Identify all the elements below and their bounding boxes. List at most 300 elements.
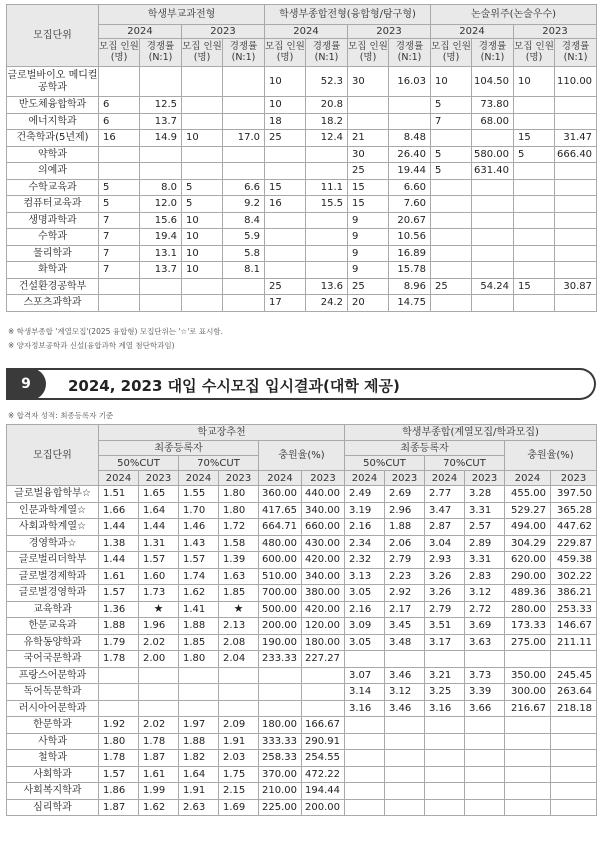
row-unit-name: 생명과학과 — [7, 212, 99, 229]
table-cell: 14.75 — [389, 295, 431, 312]
table-cell: 25 — [348, 163, 389, 180]
table-cell: 253.33 — [551, 601, 597, 618]
table-cell: 3.69 — [465, 618, 505, 635]
table-cell: 5 — [431, 97, 472, 114]
table-cell: 1.57 — [99, 585, 139, 602]
table-cell: 16 — [99, 130, 140, 147]
table-cell: 20.8 — [306, 97, 348, 114]
header-group: 학생부종합(계열모집/학과모집) — [345, 425, 597, 441]
table-cell — [385, 799, 425, 816]
table-cell — [472, 229, 514, 246]
header-year: 2024 — [345, 471, 385, 486]
table-cell — [555, 229, 597, 246]
table-cell — [259, 700, 302, 717]
header-year: 2024 — [505, 471, 551, 486]
table-cell — [345, 750, 385, 767]
table-cell: 258.33 — [259, 750, 302, 767]
star-icon: ★ — [219, 601, 259, 618]
table-cell — [306, 262, 348, 279]
table-cell: 211.11 — [551, 634, 597, 651]
table-cell — [431, 295, 472, 312]
table-cell: 1.99 — [139, 783, 179, 800]
row-unit-name: 심리학과 — [7, 799, 99, 816]
table-cell — [385, 733, 425, 750]
table-cell: 1.61 — [139, 766, 179, 783]
table-cell — [505, 750, 551, 767]
table-cell — [265, 229, 306, 246]
table-cell: 2.93 — [425, 552, 465, 569]
table-row — [7, 519, 597, 536]
table-cell: 3.05 — [345, 585, 385, 602]
table-cell: 7 — [99, 212, 140, 229]
row-unit-name: 에너지학과 — [7, 113, 99, 130]
table-row — [7, 783, 597, 800]
header-group: 학생부교과전형 — [99, 5, 265, 25]
header-competition: 경쟁률 (N:1) — [472, 39, 514, 67]
table-cell: 263.64 — [551, 684, 597, 701]
table-row — [7, 766, 597, 783]
header-unit: 모집단위 — [7, 5, 99, 67]
table-cell: 1.36 — [99, 601, 139, 618]
table-cell — [385, 750, 425, 767]
table-cell: 2.77 — [425, 486, 465, 503]
table-cell: 1.75 — [219, 766, 259, 783]
table-cell — [431, 196, 472, 213]
table-cell: 216.67 — [505, 700, 551, 717]
table-cell: 3.26 — [425, 585, 465, 602]
table-cell: 1.60 — [139, 568, 179, 585]
table-cell — [425, 783, 465, 800]
table-cell: 3.51 — [425, 618, 465, 635]
table-cell — [425, 717, 465, 734]
table-cell: 1.51 — [99, 486, 139, 503]
row-unit-name: 글로벌경영학과 — [7, 585, 99, 602]
table-row — [7, 535, 597, 552]
table-cell: 1.87 — [99, 799, 139, 816]
table-cell — [472, 179, 514, 196]
table-cell: 1.80 — [219, 486, 259, 503]
table-cell: 6 — [99, 113, 140, 130]
table-cell — [223, 67, 265, 97]
table-row — [7, 750, 597, 767]
table-cell: 1.62 — [139, 799, 179, 816]
table-cell — [425, 750, 465, 767]
table-note: ※ 합격자 성적: 최종등록자 기준 — [8, 411, 114, 420]
table-cell: 120.00 — [302, 618, 345, 635]
table-cell — [431, 262, 472, 279]
table-cell: 290.91 — [302, 733, 345, 750]
header-cut70: 70%CUT — [179, 456, 259, 471]
table-cell: 2.63 — [179, 799, 219, 816]
table-cell: 1.91 — [219, 733, 259, 750]
table-cell — [505, 799, 551, 816]
row-unit-name: 약학과 — [7, 146, 99, 163]
table-cell: 1.62 — [179, 585, 219, 602]
susi-results-table — [6, 424, 597, 816]
table-cell: 3.45 — [385, 618, 425, 635]
header-competition: 경쟁률 (N:1) — [223, 39, 265, 67]
table-cell: 2.34 — [345, 535, 385, 552]
table-cell: 3.05 — [345, 634, 385, 651]
table-cell — [514, 196, 555, 213]
table-cell: 2.03 — [219, 750, 259, 767]
row-unit-name: 글로벌경제학과 — [7, 568, 99, 585]
table-cell: 5 — [514, 146, 555, 163]
table-cell: 5 — [99, 179, 140, 196]
table-cell: 7 — [431, 113, 472, 130]
table-cell: 580.00 — [472, 146, 514, 163]
table-cell: 420.00 — [302, 552, 345, 569]
table-cell — [179, 700, 219, 717]
header-recruit: 모집 인원(명) — [182, 39, 223, 67]
table-cell — [465, 783, 505, 800]
table-cell: 1.78 — [139, 733, 179, 750]
table-cell: 529.27 — [505, 502, 551, 519]
table-row — [7, 717, 597, 734]
table-cell: 3.31 — [465, 502, 505, 519]
table-cell: 15 — [348, 196, 389, 213]
table-cell — [514, 113, 555, 130]
table-cell — [505, 717, 551, 734]
table-cell: 459.38 — [551, 552, 597, 569]
table-cell: 1.80 — [219, 502, 259, 519]
header-year: 2024 — [99, 25, 182, 39]
table-cell: 2.15 — [219, 783, 259, 800]
table-cell: 1.55 — [179, 486, 219, 503]
table-cell: 52.3 — [306, 67, 348, 97]
table-cell — [139, 684, 179, 701]
table-cell — [472, 130, 514, 147]
table-cell: 2.79 — [425, 601, 465, 618]
table-cell: 3.39 — [465, 684, 505, 701]
table-cell: 10.56 — [389, 229, 431, 246]
table-cell: 660.00 — [302, 519, 345, 536]
table-cell: 3.46 — [385, 700, 425, 717]
table-cell: 3.25 — [425, 684, 465, 701]
table-cell: 10 — [265, 67, 306, 97]
table-cell — [555, 295, 597, 312]
table-cell: 489.36 — [505, 585, 551, 602]
table-cell: 7.60 — [389, 196, 431, 213]
table-cell: 25 — [265, 278, 306, 295]
table-cell: 3.16 — [425, 700, 465, 717]
header-year: 2024 — [179, 471, 219, 486]
table-cell: 1.66 — [99, 502, 139, 519]
table-row — [7, 97, 597, 114]
table-cell: 5.9 — [223, 229, 265, 246]
table-cell: 380.00 — [302, 585, 345, 602]
table-cell — [505, 766, 551, 783]
table-cell: 227.27 — [302, 651, 345, 668]
table-cell: 1.88 — [385, 519, 425, 536]
row-unit-name: 사회복지학과 — [7, 783, 99, 800]
table-row — [7, 229, 597, 246]
table-cell: 2.02 — [139, 717, 179, 734]
table-cell — [99, 163, 140, 180]
table-cell: 9 — [348, 229, 389, 246]
table-cell: 11.1 — [306, 179, 348, 196]
table-cell — [223, 163, 265, 180]
table-note: ※ 양자정보공학과 신설(융합과학 계열 첨단학과임) — [8, 341, 175, 350]
table-cell: 1.78 — [99, 651, 139, 668]
header-year: 2023 — [514, 25, 597, 39]
table-cell: 340.00 — [302, 568, 345, 585]
table-cell: 20 — [348, 295, 389, 312]
table-cell: 30 — [348, 67, 389, 97]
table-cell — [555, 262, 597, 279]
table-cell — [265, 245, 306, 262]
table-cell: 30 — [348, 146, 389, 163]
table-row — [7, 146, 597, 163]
row-unit-name: 글로벌바이오 메디컬공학과 — [7, 67, 99, 97]
table-cell: 190.00 — [259, 634, 302, 651]
table-cell: 2.00 — [139, 651, 179, 668]
header-year: 2024 — [431, 25, 514, 39]
row-unit-name: 유학동양학과 — [7, 634, 99, 651]
table-cell — [99, 146, 140, 163]
table-row — [7, 196, 597, 213]
header-year: 2023 — [551, 471, 597, 486]
table-cell: 472.22 — [302, 766, 345, 783]
table-cell: 245.45 — [551, 667, 597, 684]
table-cell: 6 — [99, 97, 140, 114]
row-unit-name: 컴퓨터교육과 — [7, 196, 99, 213]
table-cell — [505, 783, 551, 800]
table-cell: 2.16 — [345, 519, 385, 536]
table-cell: 3.19 — [345, 502, 385, 519]
table-cell — [465, 651, 505, 668]
table-cell — [99, 667, 139, 684]
table-row — [7, 700, 597, 717]
table-cell: 1.88 — [179, 733, 219, 750]
table-row — [7, 212, 597, 229]
table-cell: 417.65 — [259, 502, 302, 519]
table-cell: 218.18 — [551, 700, 597, 717]
table-cell — [302, 684, 345, 701]
table-cell: 365.28 — [551, 502, 597, 519]
table-row — [7, 295, 597, 312]
table-cell — [345, 783, 385, 800]
table-cell — [182, 146, 223, 163]
table-cell: 1.72 — [219, 519, 259, 536]
table-cell: 54.24 — [472, 278, 514, 295]
table-cell: 16 — [265, 196, 306, 213]
row-unit-name: 수학과 — [7, 229, 99, 246]
table-cell: 500.00 — [259, 601, 302, 618]
table-cell — [306, 163, 348, 180]
table-row — [7, 179, 597, 196]
table-cell: 8.0 — [140, 179, 182, 196]
header-year: 2023 — [182, 25, 265, 39]
table-cell: 10 — [514, 67, 555, 97]
table-cell: 1.58 — [219, 535, 259, 552]
table-cell: 5 — [431, 163, 472, 180]
table-cell: 280.00 — [505, 601, 551, 618]
table-cell: 25 — [265, 130, 306, 147]
table-cell: 18.2 — [306, 113, 348, 130]
table-cell: 420.00 — [302, 601, 345, 618]
table-cell: 10 — [182, 212, 223, 229]
table-cell — [555, 245, 597, 262]
table-cell: 340.00 — [302, 502, 345, 519]
table-cell — [182, 113, 223, 130]
row-unit-name: 철학과 — [7, 750, 99, 767]
table-cell: 510.00 — [259, 568, 302, 585]
table-cell: 1.57 — [139, 552, 179, 569]
table-cell: 300.00 — [505, 684, 551, 701]
table-row — [7, 799, 597, 816]
table-cell: 225.00 — [259, 799, 302, 816]
table-cell: 10 — [431, 67, 472, 97]
row-unit-name: 건설환경공학부 — [7, 278, 99, 295]
table-row — [7, 486, 597, 503]
table-cell: 73.80 — [472, 97, 514, 114]
table-cell: 370.00 — [259, 766, 302, 783]
table-cell: 5 — [431, 146, 472, 163]
table-cell — [140, 146, 182, 163]
table-cell: 5 — [99, 196, 140, 213]
table-cell: 350.00 — [505, 667, 551, 684]
table-cell — [140, 67, 182, 97]
table-cell — [182, 278, 223, 295]
table-cell: 600.00 — [259, 552, 302, 569]
table-cell: 2.08 — [219, 634, 259, 651]
table-cell: 16.89 — [389, 245, 431, 262]
table-cell: 15.5 — [306, 196, 348, 213]
table-cell: 180.00 — [302, 634, 345, 651]
table-cell: 3.63 — [465, 634, 505, 651]
table-cell: 333.33 — [259, 733, 302, 750]
table-cell — [259, 667, 302, 684]
table-cell: 494.00 — [505, 519, 551, 536]
header-recruit: 모집 인원(명) — [99, 39, 140, 67]
table-cell: 10 — [265, 97, 306, 114]
header-recruit: 모집 인원(명) — [348, 39, 389, 67]
table-cell: 210.00 — [259, 783, 302, 800]
table-cell: 290.00 — [505, 568, 551, 585]
table-cell: 13.1 — [140, 245, 182, 262]
table-cell — [514, 295, 555, 312]
table-cell: 1.79 — [99, 634, 139, 651]
table-cell — [555, 97, 597, 114]
table-cell: 700.00 — [259, 585, 302, 602]
row-unit-name: 화학과 — [7, 262, 99, 279]
table-cell — [265, 262, 306, 279]
table-cell: 15.78 — [389, 262, 431, 279]
table-cell: 2.69 — [385, 486, 425, 503]
header-recruit: 모집 인원(명) — [431, 39, 472, 67]
table-cell — [385, 651, 425, 668]
table-cell — [140, 278, 182, 295]
table-cell — [514, 212, 555, 229]
table-cell — [306, 146, 348, 163]
table-cell — [431, 179, 472, 196]
table-cell — [472, 295, 514, 312]
table-cell: 19.4 — [140, 229, 182, 246]
table-cell: 20.67 — [389, 212, 431, 229]
header-cut50: 50%CUT — [345, 456, 425, 471]
table-cell — [306, 212, 348, 229]
table-cell: 3.12 — [385, 684, 425, 701]
table-cell — [345, 766, 385, 783]
table-cell: 447.62 — [551, 519, 597, 536]
table-cell — [431, 130, 472, 147]
table-cell — [514, 262, 555, 279]
table-row — [7, 684, 597, 701]
table-cell: 1.39 — [219, 552, 259, 569]
table-cell: 2.09 — [219, 717, 259, 734]
table-cell — [348, 113, 389, 130]
header-group: 학생부종합전형(융합형/탐구형) — [265, 5, 431, 25]
table-cell — [431, 229, 472, 246]
table-cell: 9 — [348, 262, 389, 279]
table-cell — [551, 799, 597, 816]
table-cell — [345, 717, 385, 734]
table-cell: 360.00 — [259, 486, 302, 503]
table-cell: 275.00 — [505, 634, 551, 651]
table-cell: 1.63 — [219, 568, 259, 585]
table-cell — [385, 783, 425, 800]
table-cell — [555, 113, 597, 130]
table-cell: 386.21 — [551, 585, 597, 602]
table-cell: 2.89 — [465, 535, 505, 552]
row-unit-name: 사회과학계열☆ — [7, 519, 99, 536]
table-cell: 6.60 — [389, 179, 431, 196]
table-cell — [179, 684, 219, 701]
table-cell: 631.40 — [472, 163, 514, 180]
table-cell — [555, 212, 597, 229]
table-cell: 1.97 — [179, 717, 219, 734]
row-unit-name: 사회학과 — [7, 766, 99, 783]
table-cell: 233.33 — [259, 651, 302, 668]
table-cell: 9 — [348, 245, 389, 262]
header-year: 2023 — [219, 471, 259, 486]
table-row — [7, 262, 597, 279]
table-cell — [140, 163, 182, 180]
table-cell — [345, 733, 385, 750]
table-cell — [505, 733, 551, 750]
table-cell: 200.00 — [302, 799, 345, 816]
table-cell — [223, 146, 265, 163]
table-cell: 2.16 — [345, 601, 385, 618]
header-year: 2023 — [139, 471, 179, 486]
table-cell: 5.8 — [223, 245, 265, 262]
table-cell: 666.40 — [555, 146, 597, 163]
table-cell: 14.9 — [140, 130, 182, 147]
table-cell: 2.83 — [465, 568, 505, 585]
table-cell — [389, 97, 431, 114]
table-cell: 1.46 — [179, 519, 219, 536]
star-icon: ★ — [139, 601, 179, 618]
table-cell: 1.96 — [139, 618, 179, 635]
table-cell: 1.38 — [99, 535, 139, 552]
table-cell — [472, 262, 514, 279]
table-cell: 2.23 — [385, 568, 425, 585]
table-row — [7, 601, 597, 618]
table-cell: 3.04 — [425, 535, 465, 552]
table-cell — [425, 766, 465, 783]
row-unit-name: 국어국문학과 — [7, 651, 99, 668]
row-unit-name: 교육학과 — [7, 601, 99, 618]
table-row — [7, 618, 597, 635]
table-cell — [431, 212, 472, 229]
table-cell — [99, 700, 139, 717]
table-row — [7, 163, 597, 180]
table-cell: 254.55 — [302, 750, 345, 767]
table-cell — [425, 733, 465, 750]
header-cut50: 50%CUT — [99, 456, 179, 471]
table-cell — [551, 766, 597, 783]
